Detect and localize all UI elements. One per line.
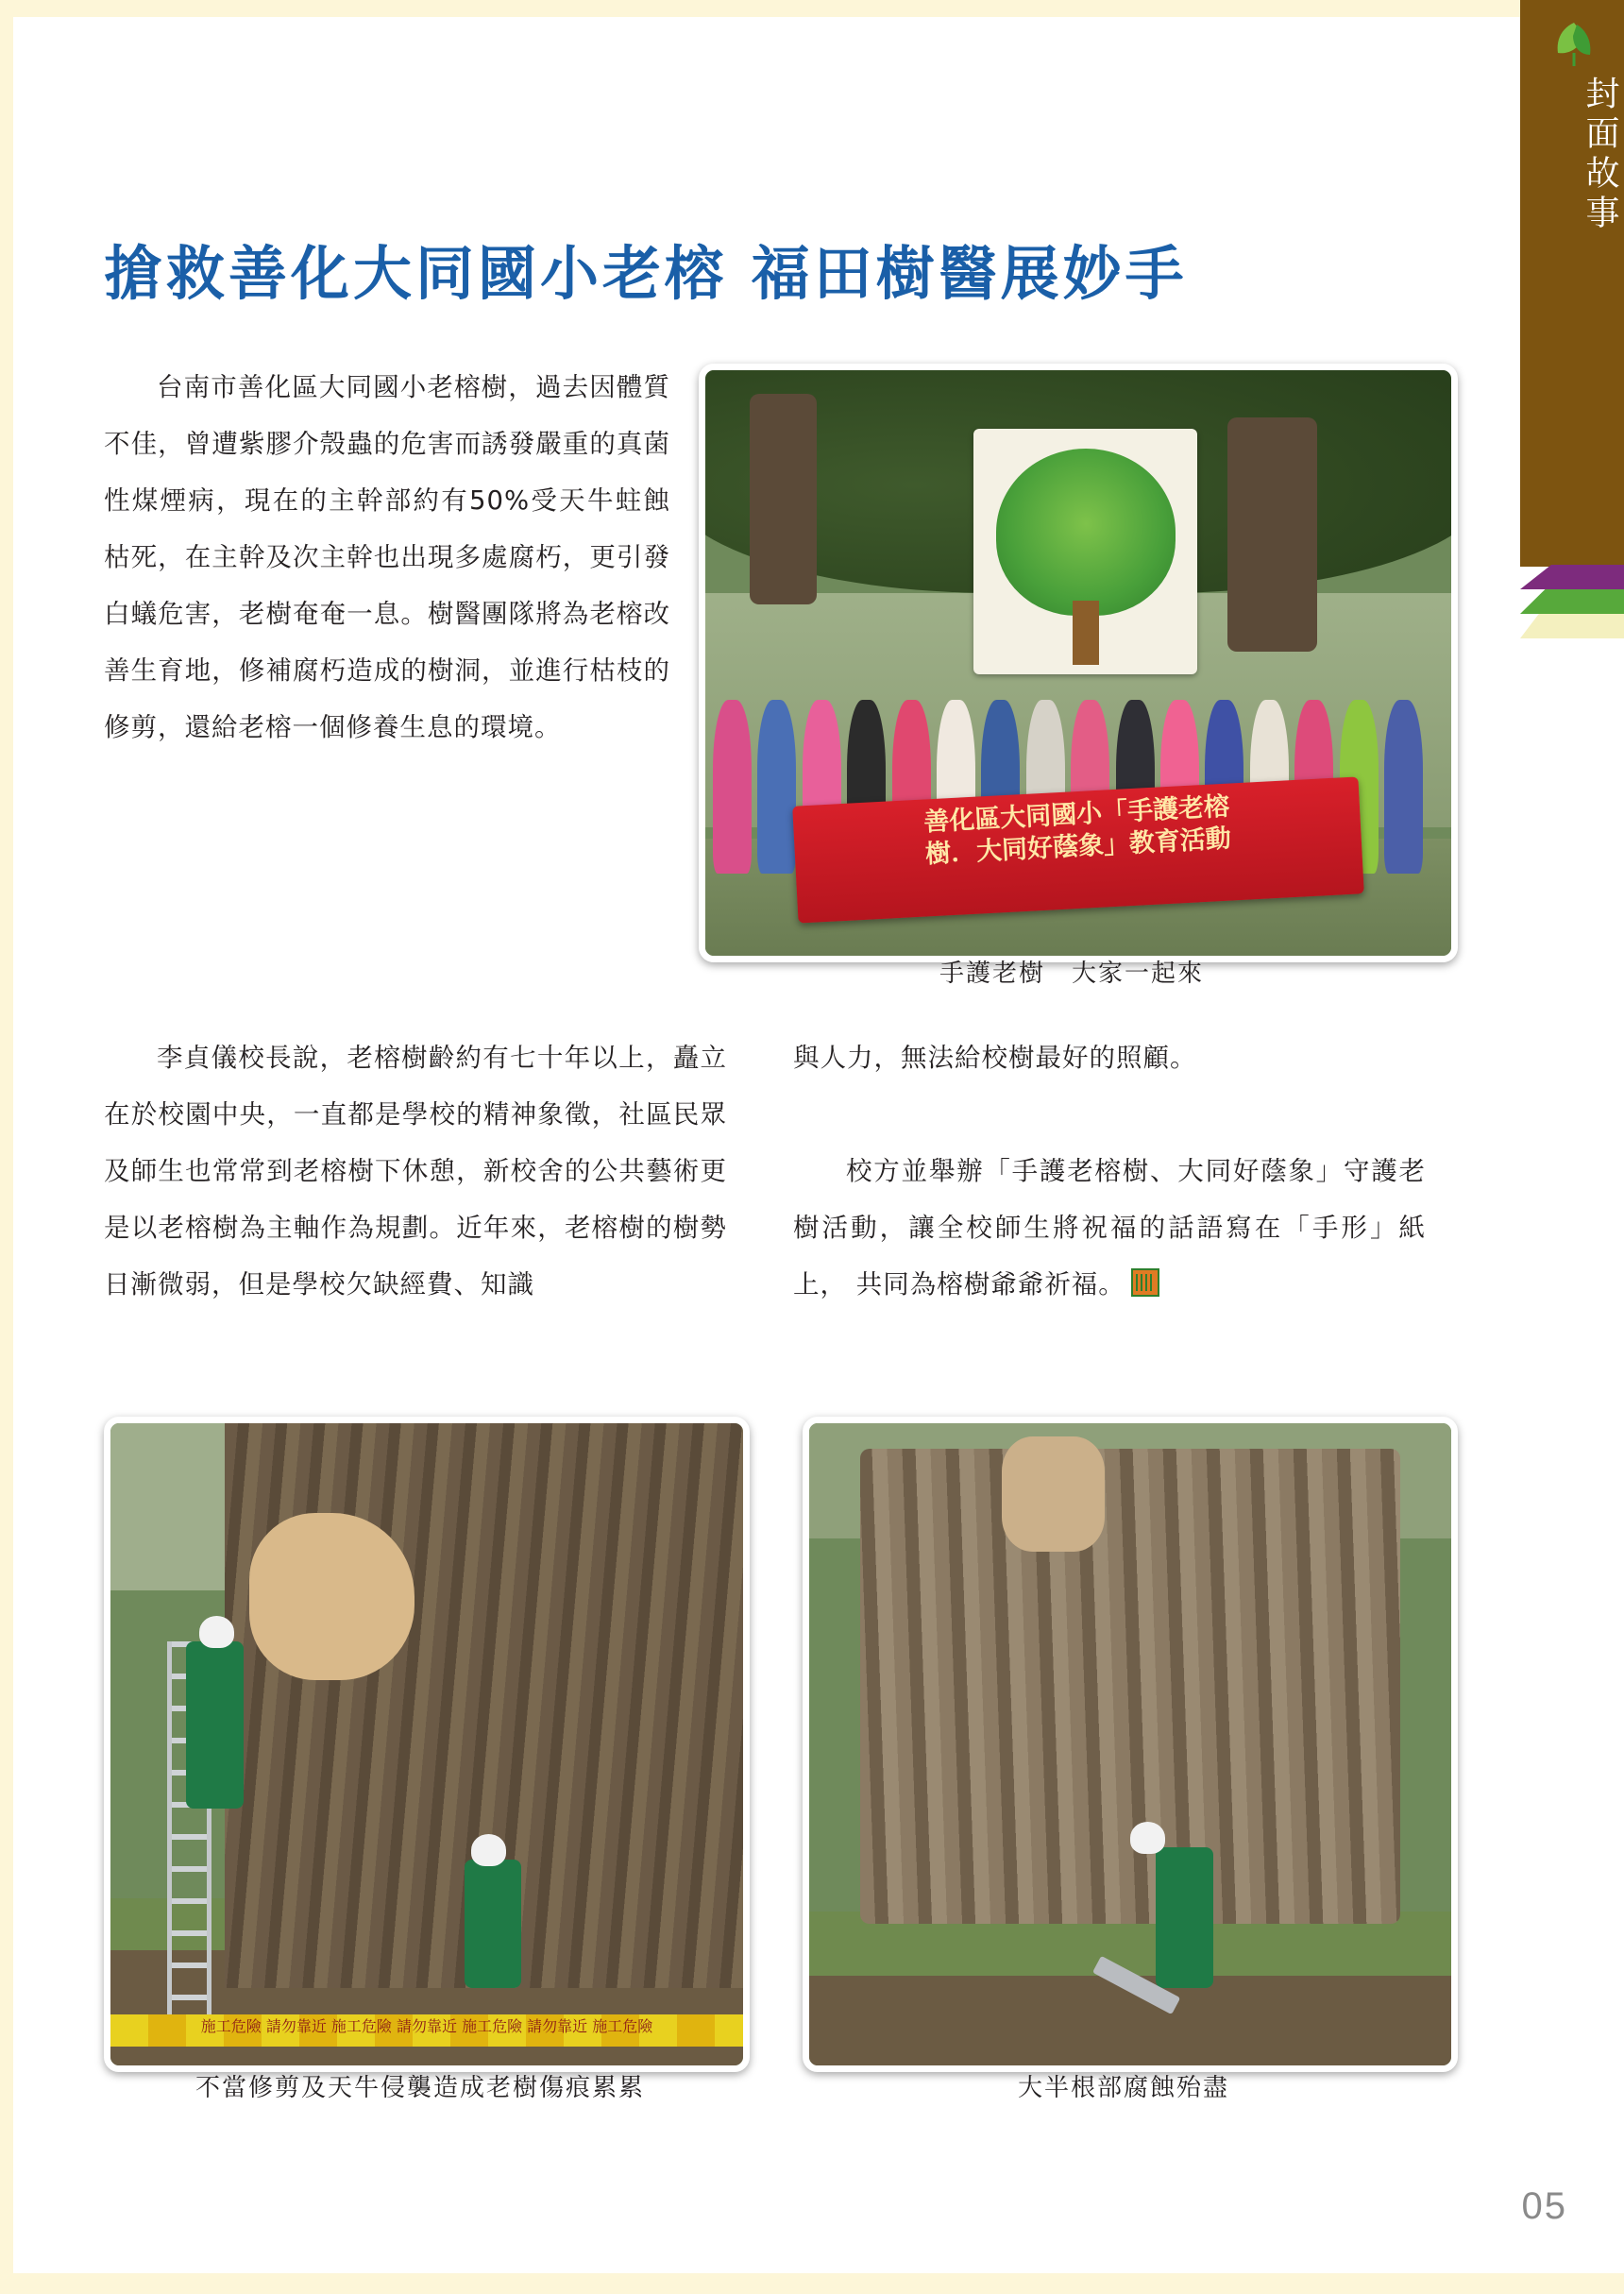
paragraph-3: 與人力，無法給校樹最好的照顧。 bbox=[793, 1043, 1197, 1073]
article-content bbox=[94, 0, 1492, 2294]
warning-tape: 施工危險 請勿靠近 施工危險 請勿靠近 施工危險 請勿靠近 施工危險 bbox=[110, 2014, 743, 2047]
section-tab bbox=[1520, 0, 1624, 586]
root-decay-photo bbox=[803, 1417, 1458, 2072]
paragraph-4 bbox=[793, 1143, 1426, 1313]
banner-line-2: 樹．大同好蔭象」教育活動 bbox=[924, 824, 1232, 870]
end-mark-icon bbox=[1131, 1268, 1159, 1297]
section-tab-label: 封面故事 bbox=[1581, 76, 1619, 234]
paragraph-1: 台南市善化區大同國小老榕樹，過去因體質不佳，曾遭紫膠介殼蟲的危害而誘發嚴重的真菌性煤煙病，現在的主幹部約有50%受天牛蛀蝕枯死，在主幹及次主幹也出現多處腐朽，更引發白蟻危害，老樹奄奄一息。樹醫團隊將為老榕改善生育地，修補腐朽造成的樹洞，並進行枯枝的修剪，還給老榕一個修養生息的環境。 bbox=[104, 372, 670, 742]
group-photo bbox=[699, 364, 1458, 962]
tab-stripes bbox=[1520, 565, 1624, 697]
tree-treatment-caption: 不當修剪及天牛侵襲造成老樹傷痕累累 bbox=[195, 2074, 645, 2102]
leaf-icon bbox=[1548, 19, 1599, 70]
page-number: 05 bbox=[1521, 2185, 1567, 2227]
root-decay-caption: 大半根部腐蝕殆盡 bbox=[1017, 2074, 1229, 2102]
paragraph-2: 李貞儀校長說，老榕樹齡約有七十年以上，矗立在於校園中央，一直都是學校的精神象徵，社區民眾及師生也常常到老榕樹下休憩，新校舍的公共藝術更是以老榕樹為主軸作為規劃。近年來，老榕樹的樹勢日漸微弱，但是學校欠缺經費、知識 bbox=[104, 1043, 727, 1300]
group-photo-caption: 手護老樹 大家一起來 bbox=[939, 960, 1204, 988]
paragraph-4-text: 校方並舉辦「手護老榕樹、大同好蔭象」守護老樹活動，讓全校師生將祝福的話語寫在「手形」紙上， 共同為榕樹爺爺祈福。 bbox=[793, 1156, 1426, 1300]
page-title: 搶救善化大同國小老榕 福田樹醫展妙手 bbox=[104, 239, 1188, 308]
banner-line-1: 善化區大同國小「手護老榕 bbox=[922, 792, 1230, 838]
tree-treatment-photo bbox=[104, 1417, 750, 2072]
page-edge-left bbox=[0, 0, 13, 2294]
